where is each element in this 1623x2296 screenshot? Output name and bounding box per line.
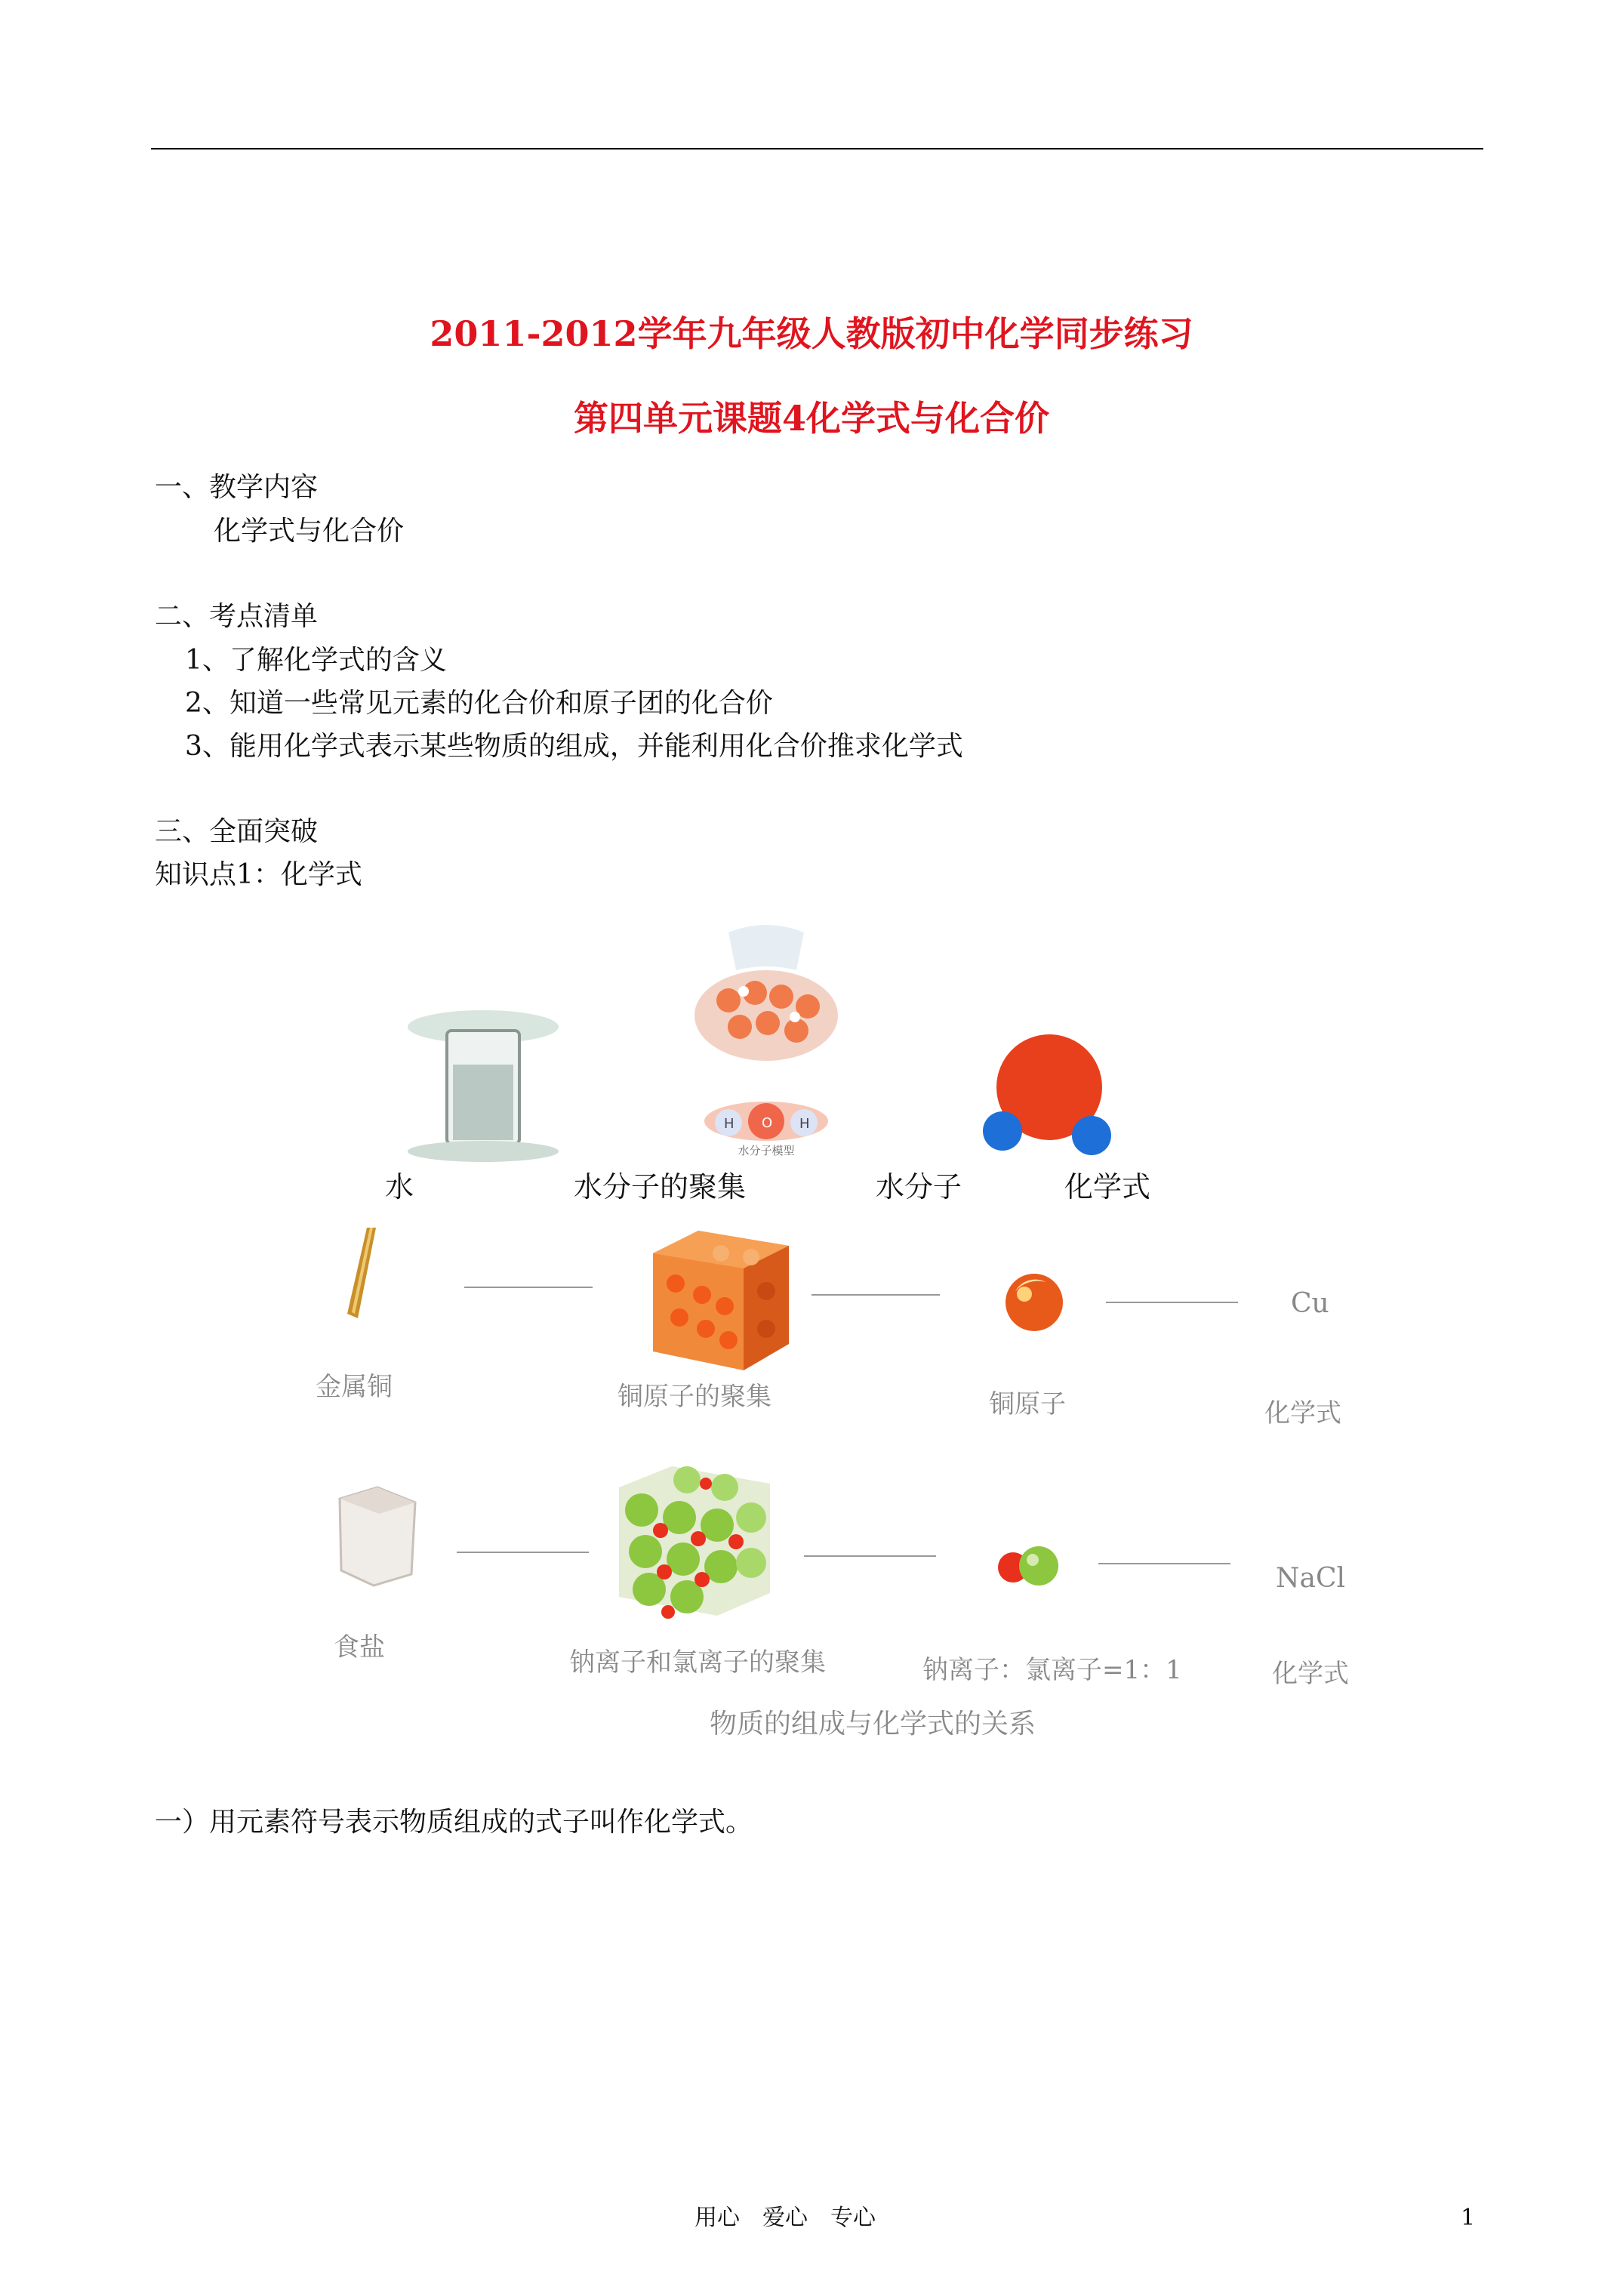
row1-label-formula: 化学式 [1064,1170,1151,1203]
footer-slogan: 用心 爱心 专心 [694,2205,876,2231]
formula-definition: 一）用元素符号表示物质组成的式子叫作化学式。 [155,1807,753,1838]
section-1-body: 化学式与化合价 [214,516,405,547]
row2-label-copper: 金属铜 [316,1372,393,1402]
figure-caption: 物质的组成与化学式的关系 [710,1709,1036,1740]
water-molecule-aggregate-image [683,917,849,1159]
knowledge-point-1: 知识点1：化学式 [155,859,362,890]
row2-label-atom: 铜原子 [989,1389,1066,1419]
row3-label-salt: 食盐 [334,1632,385,1663]
copper-atom-image [1000,1268,1068,1336]
o-atom-label: O [762,1115,773,1131]
row3-connector-1 [457,1552,589,1553]
document-subtitle: 第四单元课题4化学式与化合价 [573,398,1049,439]
row1-label-water: 水 [385,1170,414,1203]
row3-connector-3 [1098,1563,1230,1564]
row2-connector-2 [812,1294,940,1296]
section-3-heading: 三、全面突破 [155,816,319,847]
sodium-chloride-aggregate-image [604,1457,785,1623]
row2-label-aggregate: 铜原子的聚集 [617,1382,771,1412]
document-title: 2011-2012学年九年级人教版初中化学同步练习 [430,313,1193,354]
section-2-heading: 二、考点清单 [155,601,319,632]
copper-atom-aggregate-image [638,1223,804,1374]
section-2-item-2: 2、知道一些常见元素的化合价和原子团的化合价 [185,688,773,719]
page-number: 1 [1461,2205,1476,2231]
copper-wire-image [332,1223,393,1329]
row2-label-formula: 化学式 [1264,1398,1341,1428]
salt-crystal-image [332,1484,423,1589]
row2-connector-3 [1106,1302,1238,1303]
h-atom-label-right: H [799,1116,810,1132]
sodium-chloride-formula: NaCl [1276,1563,1346,1594]
row3-label-ratio: 钠离子：氯离子=1：1 [922,1655,1182,1685]
row3-label-aggregate: 钠离子和氯离子的聚集 [569,1647,826,1678]
water-molecule-image [974,1034,1125,1163]
section-1-heading: 一、教学内容 [155,472,319,503]
h-atom-label-left: H [724,1116,735,1132]
water-model-label: 水分子模型 [738,1144,795,1157]
section-2-item-1: 1、了解化学式的含义 [185,645,447,676]
row2-connector-1 [464,1287,593,1288]
row3-label-formula: 化学式 [1272,1659,1349,1689]
row1-label-molecule: 水分子 [876,1170,962,1203]
water-glass-image [400,997,566,1163]
copper-formula: Cu [1291,1288,1329,1319]
section-2-item-3: 3、能用化学式表示某些物质的组成，并能利用化合价推求化学式 [185,731,963,762]
sodium-chloride-ion-pair-image [989,1540,1064,1593]
row3-connector-2 [804,1555,936,1557]
row1-label-aggregate: 水分子的聚集 [574,1170,747,1203]
